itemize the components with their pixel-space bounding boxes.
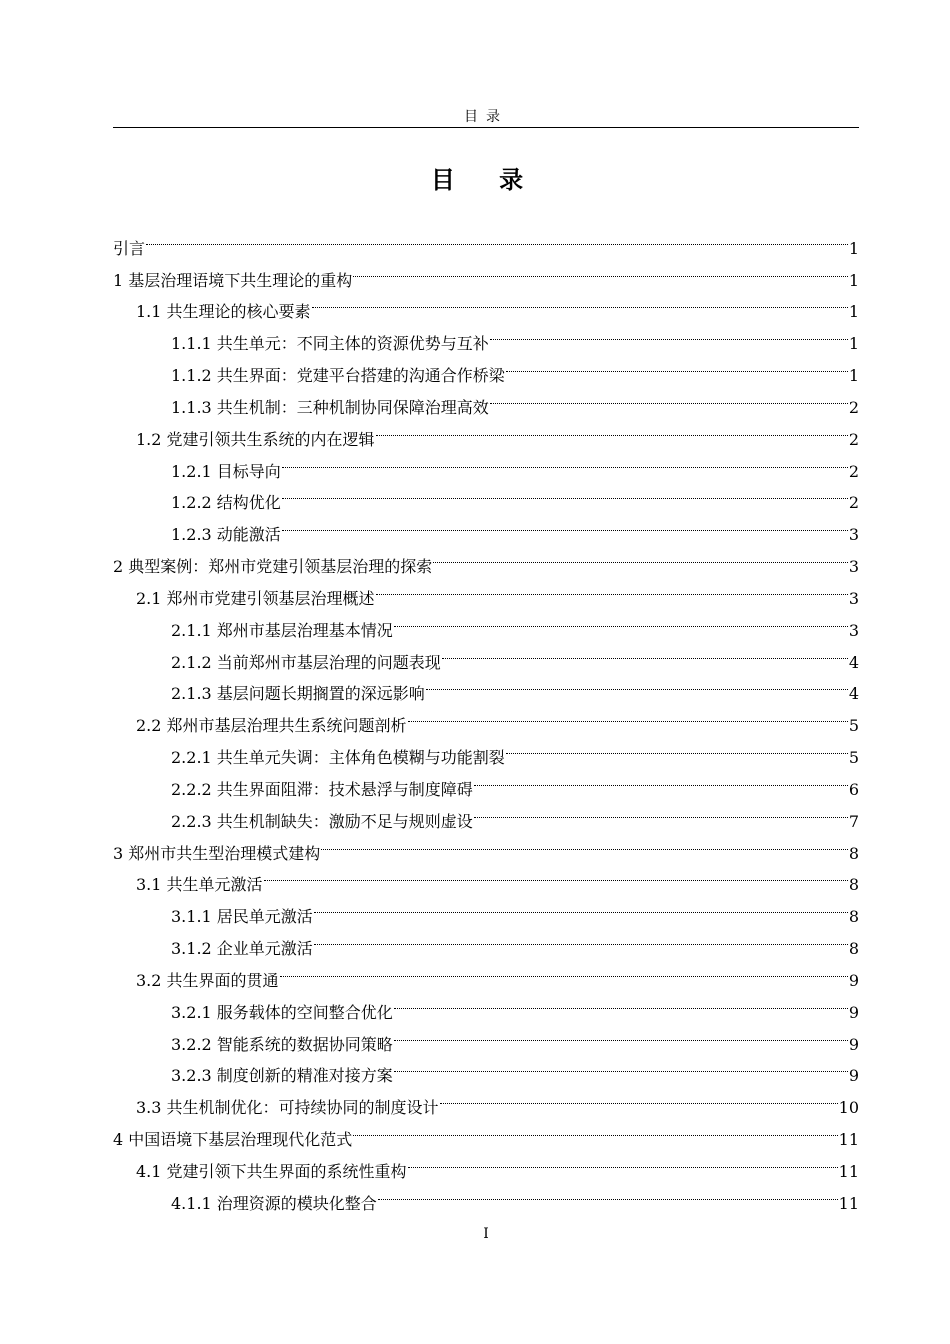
- toc-dot-leader: [490, 317, 848, 349]
- toc-dot-leader: [433, 540, 848, 572]
- toc-entry-title: 3.1.1 居民单元激活: [171, 907, 313, 927]
- toc-entry-title: 2.1.2 当前郑州市基层治理的问题表现: [171, 652, 441, 672]
- toc-entry-page: 2: [848, 429, 859, 449]
- toc-dot-leader: [490, 381, 848, 413]
- toc-dot-leader: [408, 1145, 838, 1177]
- toc-entry-title: 4.1 党建引领下共生界面的系统性重构: [136, 1161, 407, 1181]
- toc-dot-leader: [282, 445, 848, 477]
- toc-entry-title: 2.2.3 共生机制缺失：激励不足与规则虚设: [171, 811, 473, 831]
- table-of-contents: [113, 222, 859, 1213]
- toc-entry-title: 2.2 郑州市基层治理共生系统问题剖析: [136, 716, 407, 736]
- toc-entry-title: 4.1.1 治理资源的模块化整合: [171, 1193, 377, 1213]
- toc-dot-leader: [506, 349, 848, 381]
- toc-entry-title: 3.2.3 制度创新的精准对接方案: [171, 1066, 393, 1086]
- toc-dot-leader: [506, 731, 848, 763]
- toc-entry-page: 8: [848, 907, 859, 927]
- toc-entry-page: 11: [838, 1130, 859, 1150]
- toc-dot-leader: [394, 1018, 848, 1050]
- toc-entry-title: 1.1.3 共生机制：三种机制协同保障治理高效: [171, 397, 489, 417]
- toc-entry-page: 1: [848, 366, 859, 386]
- page-number: I: [483, 1226, 489, 1242]
- toc-dot-leader: [314, 922, 848, 954]
- toc-entry-page: 5: [848, 716, 859, 736]
- running-header: 目录: [464, 109, 508, 125]
- toc-entry-title: 2.1 郑州市党建引领基层治理概述: [136, 588, 375, 608]
- toc-dot-leader: [282, 508, 848, 540]
- toc-entry-page: 8: [848, 939, 859, 959]
- toc-entry-title: 1.2.1 目标导向: [171, 461, 281, 481]
- toc-dot-leader: [426, 668, 848, 700]
- toc-entry-page: 9: [848, 1034, 859, 1054]
- toc-entry-title: 2 典型案例：郑州市党建引领基层治理的探索: [113, 557, 433, 577]
- toc-entry-title: 2.2.1 共生单元失调：主体角色模糊与功能割裂: [171, 748, 505, 768]
- toc-entry-title: 3.1.2 企业单元激活: [171, 939, 313, 959]
- header-rule: [113, 127, 859, 128]
- toc-entry[interactable]: [113, 254, 859, 290]
- toc-entry-page: 8: [848, 875, 859, 895]
- toc-entry-title: 1.1 共生理论的核心要素: [136, 302, 311, 322]
- toc-dot-leader: [264, 859, 848, 891]
- toc-entry-title: 3.2.1 服务载体的空间整合优化: [171, 1002, 393, 1022]
- toc-entry-page: 1: [848, 302, 859, 322]
- toc-entry-page: 2: [848, 493, 859, 513]
- toc-dot-leader: [394, 1050, 848, 1082]
- toc-dot-leader: [394, 604, 848, 636]
- toc-entry-page: 4: [848, 684, 859, 704]
- toc-entry-title: 2.2.2 共生界面阻滞：技术悬浮与制度障碍: [171, 779, 473, 799]
- toc-entry-page: 2: [848, 397, 859, 417]
- toc-entry-page: 3: [848, 525, 859, 545]
- toc-entry-title: 2.1.3 基层问题长期搁置的深远影响: [171, 684, 425, 704]
- toc-dot-leader: [408, 699, 848, 731]
- toc-entry-title: 3.2.2 智能系统的数据协同策略: [171, 1034, 393, 1054]
- toc-title: 目 录: [430, 166, 542, 194]
- toc-dot-leader: [282, 477, 848, 509]
- toc-dot-leader: [146, 222, 848, 254]
- toc-entry-page: 1: [848, 270, 859, 290]
- toc-dot-leader: [353, 254, 848, 286]
- toc-dot-leader: [376, 413, 848, 445]
- toc-dot-leader: [312, 286, 848, 318]
- toc-entry-page: 7: [848, 811, 859, 831]
- toc-entry-title: 3.3 共生机制优化：可持续协同的制度设计: [136, 1098, 439, 1118]
- toc-entry-page: 6: [848, 779, 859, 799]
- toc-entry-title: 1 基层治理语境下共生理论的重构: [113, 270, 353, 290]
- toc-dot-leader: [376, 572, 848, 604]
- toc-entry-page: 1: [848, 238, 859, 258]
- toc-entry-title: 1.1.2 共生界面：党建平台搭建的沟通合作桥梁: [171, 366, 505, 386]
- toc-entry-page: 5: [848, 748, 859, 768]
- toc-entry-page: 9: [848, 970, 859, 990]
- toc-entry-page: 10: [838, 1098, 859, 1118]
- toc-dot-leader: [394, 986, 848, 1018]
- toc-entry-page: 1: [848, 334, 859, 354]
- toc-entry-page: 3: [848, 557, 859, 577]
- toc-entry-title: 3.2 共生界面的贯通: [136, 970, 279, 990]
- toc-dot-leader: [474, 763, 848, 795]
- toc-dot-leader: [442, 636, 848, 668]
- toc-entry[interactable]: [113, 222, 859, 258]
- toc-entry-title: 2.1.1 郑州市基层治理基本情况: [171, 620, 393, 640]
- toc-entry-page: 11: [838, 1193, 859, 1213]
- toc-entry-page: 9: [848, 1002, 859, 1022]
- toc-entry-page: 9: [848, 1066, 859, 1086]
- toc-dot-leader: [440, 1081, 838, 1113]
- toc-dot-leader: [321, 827, 848, 859]
- toc-entry-title: 1.1.1 共生单元：不同主体的资源优势与互补: [171, 334, 489, 354]
- toc-entry-title: 1.2.2 结构优化: [171, 493, 281, 513]
- toc-entry-page: 11: [838, 1161, 859, 1181]
- toc-dot-leader: [474, 795, 848, 827]
- toc-dot-leader: [353, 1113, 837, 1145]
- toc-dot-leader: [280, 954, 848, 986]
- toc-entry-title: 3.1 共生单元激活: [136, 875, 263, 895]
- toc-entry-page: 3: [848, 620, 859, 640]
- toc-entry-title: 引言: [113, 238, 146, 258]
- toc-dot-leader: [378, 1177, 838, 1209]
- toc-dot-leader: [314, 890, 848, 922]
- toc-entry-title: 3 郑州市共生型治理模式建构: [113, 843, 321, 863]
- toc-entry-page: 4: [848, 652, 859, 672]
- toc-entry-title: 1.2.3 动能激活: [171, 525, 281, 545]
- toc-entry-page: 8: [848, 843, 859, 863]
- toc-entry-title: 1.2 党建引领共生系统的内在逻辑: [136, 429, 375, 449]
- toc-entry-page: 3: [848, 588, 859, 608]
- toc-entry-title: 4 中国语境下基层治理现代化范式: [113, 1130, 353, 1150]
- toc-entry-page: 2: [848, 461, 859, 481]
